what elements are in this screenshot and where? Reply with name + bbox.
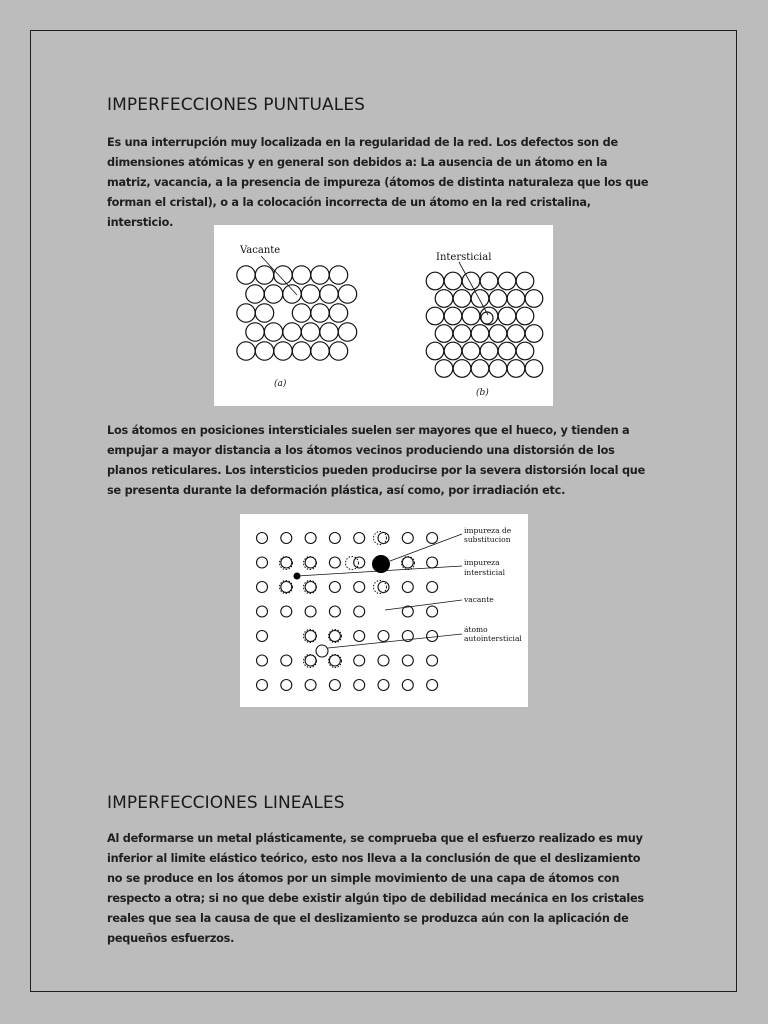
lattice-atom bbox=[329, 680, 340, 691]
lattice-atom bbox=[378, 680, 389, 691]
lattice-atom bbox=[257, 533, 268, 544]
displacement-marker bbox=[280, 581, 293, 594]
lattice-atom bbox=[480, 272, 498, 290]
lattice-atom bbox=[264, 323, 282, 341]
lattice-atom bbox=[516, 307, 534, 325]
lattice-atom bbox=[257, 582, 268, 593]
lattice-atom bbox=[498, 307, 516, 325]
label-vacancy-fig2: vacante bbox=[464, 595, 494, 604]
lattice-atom bbox=[354, 631, 365, 642]
lattice-atom bbox=[507, 290, 525, 308]
lattice-atom bbox=[329, 557, 340, 568]
lattice-atom bbox=[257, 655, 268, 666]
lattice-atom bbox=[462, 307, 480, 325]
lattice-atom bbox=[311, 266, 329, 284]
lattice-atom bbox=[292, 266, 310, 284]
lattice-atom bbox=[329, 631, 340, 642]
caption-b: (b) bbox=[476, 388, 489, 398]
lattice-atom bbox=[427, 533, 438, 544]
label-substitution-line2: substitucion bbox=[464, 535, 511, 544]
lattice-atom bbox=[237, 304, 255, 322]
figure-vacancy-interstitial bbox=[214, 225, 553, 406]
lattice-atom bbox=[255, 266, 273, 284]
lattice-atom bbox=[283, 323, 301, 341]
lattice-atom bbox=[301, 285, 319, 303]
lattice-atom bbox=[378, 533, 389, 544]
lattice-atom bbox=[516, 342, 534, 360]
lattice-atom bbox=[489, 360, 507, 378]
lattice-atom bbox=[354, 582, 365, 593]
lattice-atom bbox=[305, 582, 316, 593]
lattice-atom bbox=[354, 680, 365, 691]
lattice-atom bbox=[453, 290, 471, 308]
label-interstitial-line2: intersticial bbox=[464, 568, 505, 577]
lattice-atom bbox=[427, 655, 438, 666]
lattice-atom bbox=[264, 285, 282, 303]
lattice-atom bbox=[498, 342, 516, 360]
lattice-atom bbox=[281, 680, 292, 691]
lattice-atom bbox=[237, 266, 255, 284]
lattice-atom bbox=[427, 582, 438, 593]
label-self-interstitial-line1: átomo bbox=[464, 625, 488, 634]
lattice-atom bbox=[283, 285, 301, 303]
lattice-atom bbox=[329, 304, 347, 322]
label-interstitial: Intersticial bbox=[436, 252, 492, 263]
lattice-atom bbox=[462, 272, 480, 290]
lattice-atom bbox=[507, 360, 525, 378]
lattice-atom bbox=[329, 266, 347, 284]
lattice-atom bbox=[237, 342, 255, 360]
lattice-atom bbox=[516, 272, 534, 290]
lattice-atom bbox=[402, 582, 413, 593]
lattice-atom bbox=[305, 557, 316, 568]
lattice-atom bbox=[453, 360, 471, 378]
lattice-atom bbox=[426, 272, 444, 290]
lattice-atom bbox=[338, 323, 356, 341]
lattice-atom bbox=[257, 680, 268, 691]
lattice-atom bbox=[274, 266, 292, 284]
displacement-marker bbox=[329, 630, 342, 643]
lattice-atom bbox=[525, 360, 543, 378]
section-title-lineales: IMPERFECCIONES LINEALES bbox=[107, 793, 345, 813]
lattice-atom bbox=[255, 304, 273, 322]
lattice-atom bbox=[525, 325, 543, 343]
lattice-atom bbox=[507, 325, 525, 343]
lattice-atom bbox=[305, 631, 316, 642]
lattice-diagram-vacancy-interstitial bbox=[214, 225, 553, 406]
lattice-atom bbox=[329, 533, 340, 544]
lattice-atom bbox=[427, 557, 438, 568]
lattice-atom bbox=[329, 655, 340, 666]
lattice-atom bbox=[311, 304, 329, 322]
figure-point-defects bbox=[240, 514, 528, 707]
label-self-interstitial-line2: autointersticial bbox=[464, 634, 522, 643]
point-defects-diagram bbox=[240, 514, 528, 707]
lattice-atom bbox=[427, 680, 438, 691]
lattice-atom bbox=[444, 342, 462, 360]
lattice-atom bbox=[453, 325, 471, 343]
label-interstitial-line1: impureza bbox=[464, 558, 500, 567]
label-substitution-line1: impureza de bbox=[464, 526, 512, 535]
lattice-atom bbox=[292, 304, 310, 322]
lattice-atom bbox=[274, 342, 292, 360]
lattice-atom bbox=[301, 323, 319, 341]
lattice-atom bbox=[435, 360, 453, 378]
lattice-atom bbox=[257, 631, 268, 642]
lattice-atom bbox=[444, 272, 462, 290]
lattice-atom bbox=[525, 290, 543, 308]
lattice-atom bbox=[354, 533, 365, 544]
label-vacancy: Vacante bbox=[240, 245, 281, 256]
lattice-atom bbox=[426, 342, 444, 360]
lattice-atom bbox=[305, 680, 316, 691]
lattice-atom bbox=[354, 655, 365, 666]
lattice-atom bbox=[281, 606, 292, 617]
lattice-atom bbox=[320, 285, 338, 303]
lattice-atom bbox=[281, 582, 292, 593]
lattice-atom bbox=[402, 680, 413, 691]
lattice-atom bbox=[378, 582, 389, 593]
lattice-atom bbox=[292, 342, 310, 360]
lattice-atom bbox=[329, 582, 340, 593]
lattice-atom bbox=[281, 533, 292, 544]
lattice-atom bbox=[354, 606, 365, 617]
lattice-atom bbox=[471, 360, 489, 378]
lattice-atom bbox=[427, 606, 438, 617]
lattice-atom bbox=[246, 285, 264, 303]
lattice-atom bbox=[281, 557, 292, 568]
lattice-atom bbox=[489, 325, 507, 343]
lattice-atom bbox=[305, 533, 316, 544]
lattice-atom bbox=[444, 307, 462, 325]
lattice-atom bbox=[498, 272, 516, 290]
lattice-atom bbox=[257, 557, 268, 568]
lattice-atom bbox=[305, 606, 316, 617]
lattice-atom bbox=[257, 606, 268, 617]
lattice-atom bbox=[435, 290, 453, 308]
lattice-atom bbox=[402, 655, 413, 666]
self-interstitial-atom bbox=[316, 645, 328, 657]
lattice-atom bbox=[489, 290, 507, 308]
lattice-atom bbox=[435, 325, 453, 343]
lattice-atom bbox=[281, 655, 292, 666]
lattice-atom bbox=[471, 290, 489, 308]
lattice-atom bbox=[305, 655, 316, 666]
lattice-atom bbox=[480, 342, 498, 360]
lattice-atom bbox=[320, 323, 338, 341]
lattice-atom bbox=[378, 631, 389, 642]
paragraph-puntuales-intro: Es una interrupción muy localizada en la regularidad de la red. Los defectos son de dimensiones atómicas y en general son debidos a: La ausencia de un átomo en la matriz, vacancia, a la presencia de impureza (átomos de distinta naturaleza que los que forman el cristal), o a la colocación incorrecta de un átomo en la red cristalina, intersticio. bbox=[107, 136, 649, 229]
section-title-puntuales: IMPERFECCIONES PUNTUALES bbox=[107, 95, 366, 115]
lattice-atom bbox=[246, 323, 264, 341]
paragraph-intersticiales: Los átomos en posiciones intersticiales suelen ser mayores que el hueco, y tienden a empujar a mayor distancia a los átomos vecinos produciendo una distorsión de los planos reticulares. Los intersticios pueden producirse por la severa distorsión local que se presenta durante la deformación plástica, así como, por irradiación etc. bbox=[107, 424, 645, 497]
lattice-atom bbox=[255, 342, 273, 360]
lattice-atom bbox=[427, 631, 438, 642]
paragraph-lineales: Al deformarse un metal plásticamente, se comprueba que el esfuerzo realizado es muy inferior al limite elástico teórico, esto nos lleva a la conclusión de que el deslizamiento no se produce en los átomos por un simple movimiento de una capa de átomos con respecto a otra; si no que debe existir algún tipo de debilidad mecánica en los cristales reales que sea la causa de que el deslizamiento se produzca aún con la aplicación de pequeños esfuerzos. bbox=[107, 832, 644, 945]
lattice-atom bbox=[426, 307, 444, 325]
lattice-atom bbox=[402, 557, 413, 568]
lattice-atom bbox=[311, 342, 329, 360]
caption-a: (a) bbox=[274, 379, 287, 389]
lattice-atom bbox=[471, 325, 489, 343]
lattice-atom bbox=[402, 533, 413, 544]
lattice-atom bbox=[329, 606, 340, 617]
lattice-atom bbox=[338, 285, 356, 303]
lattice-atom bbox=[329, 342, 347, 360]
lattice-atom bbox=[462, 342, 480, 360]
lattice-atom bbox=[354, 557, 365, 568]
lattice-atom bbox=[378, 655, 389, 666]
